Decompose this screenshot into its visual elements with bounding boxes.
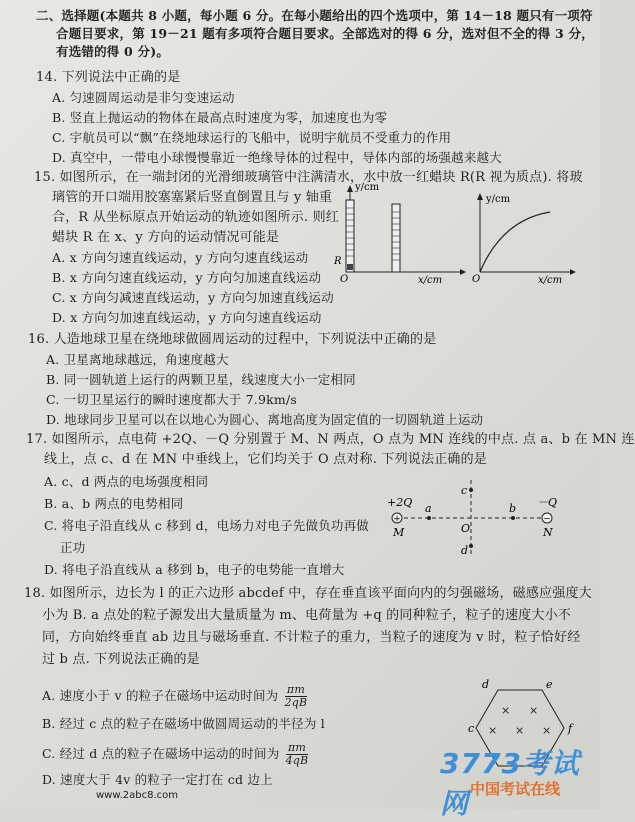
q15-stem-line2: 璃管的开口端用胶塞塞紧后竖直倒置且与 y 轴重 [52,190,333,205]
q14-option-d: D. 真空中，一带电小球慢慢靠近一绝缘导体的过程中，导体内部的场强越来越大 [52,150,502,165]
q15-tube-2 [392,204,400,272]
q16-option-c: C. 一切卫星运行的瞬时速度都大于 7.9km/s [46,392,297,407]
q18-option-c-fraction [286,742,309,767]
q17-stem-line2: 线上，点 c、d 在 MN 中垂线上，它们均关于 O 点对称. 下列说法正确的是 [44,452,488,467]
q15-stem-line3: 合，R 从坐标原点开始运动的轨迹如图所示. 则红 [52,210,339,225]
watermark-brand: 3773考试网 [440,747,580,820]
watermark-site: www.2abc8.com [96,790,179,801]
q18-option-d: D. 速度大于 4v 的粒子一定打在 cd 边上 [42,772,273,787]
svg-text:×: × [542,724,552,737]
section-header-line3: 有选错的得 0 分)。 [56,44,170,59]
q18-option-c-text: C. 经过 d 点的粒子在磁场中运动的时间为 [42,746,280,761]
q18-stem-line4: 过 b 点. 下列说法正确的是 [42,652,200,667]
svg-text:×: × [501,704,511,717]
q17-n-label: N [543,526,553,539]
q17-point-b-dot [511,516,515,520]
q18-option-c [42,742,308,767]
q18-c-label: c [468,722,475,735]
q15-tube-1 [346,200,354,272]
q17-point-c-dot [469,488,473,492]
q16-option-b: B. 同一圆轨道上运行的两颗卫星，线速度大小一定相同 [46,372,356,387]
section-header-line2: 合题目要求，第 19－21 题有多项符合题目要求。全部选对的得 6 分，选对但不全的得 3 分， [56,26,594,41]
q15-right-x-label: x/cm [538,275,563,286]
q15-trajectory-curve [480,212,550,272]
q18-d-label: d [482,678,490,691]
q15-right-x-arrow-icon [570,269,576,275]
q18-field-crosses [488,704,551,737]
q17-option-b: B. a、b 两点的电势相同 [44,496,184,511]
q17-plus-icon: + [393,514,401,525]
section-header-line1: 二、选择题(本题共 8 小题，每小题 6 分。在每小题给出的四个选项中，第 14－18 题只有一项符 [36,8,593,23]
q17-figure [385,474,570,564]
q18-option-c-denominator: 4qB [285,754,309,767]
q17-option-d: D. 将电子沿直线从 a 移到 b，电子的电势能一直增大 [44,562,345,577]
svg-text:×: × [488,724,498,737]
q17-m-label: M [393,526,405,539]
q17-a-label: a [425,502,432,515]
q15-right-y-arrow-icon [477,193,483,200]
q17-stem-line1: 17. 如图所示，点电荷 +2Q、－Q 分别置于 M、N 两点，O 点为 MN 连线的中点. 点 a、b 在 MN 连 [26,432,635,447]
q15-wax-block [347,264,353,270]
q17-o-label: O [461,522,471,535]
q15-stem-line1: 15. 如图所示，在一端封闭的光滑细玻璃管中注满清水，水中放一红蜡块 R(R 视为质点). 将玻 [34,170,583,185]
q15-left-y-label: y/cm [355,182,380,193]
q15-r-label: R [334,256,342,267]
q17-pos-label: +2Q [387,496,413,509]
q16-stem: 16. 人造地球卫星在绕地球做圆周运动的过程中，下列说法中正确的是 [28,332,437,347]
q17-point-a-dot [427,516,431,520]
q15-option-b: B. x 方向匀速直线运动，y 方向匀加速直线运动 [52,270,322,285]
q18-option-a-denominator: 2qB [284,696,308,709]
q18-option-a-text: A. 速度小于 v 的粒子在磁场中运动时间为 [42,688,279,703]
q18-option-a [42,684,307,709]
q17-option-c-line2: 正功 [60,540,86,555]
q17-point-d-dot [469,544,473,548]
svg-text:×: × [515,724,525,737]
q15-option-d: D. x 方向匀加速直线运动，y 方向匀速直线运动 [52,310,322,325]
q14-option-a: A. 匀速圆周运动是非匀变速运动 [52,90,235,105]
q17-minus-icon: − [543,514,551,525]
q17-d-label: d [461,544,469,557]
q15-figure [330,180,580,285]
q18-option-b: B. 经过 c 点的粒子在磁场中做圆周运动的半径为 l [42,716,325,731]
q18-option-a-numerator: πm [285,684,308,697]
q18-option-c-numerator: πm [286,742,309,755]
q17-c-label: c [461,484,468,497]
q14-stem: 14. 下列说法中正确的是 [36,70,181,85]
q15-left-x-label: x/cm [418,275,443,286]
q17-option-a: A. c、d 两点的电场强度相同 [44,474,209,489]
q15-left-x-arrow-icon [460,269,466,275]
q14-option-b: B. 竖直上抛运动的物体在最高点时速度为零，加速度也为零 [52,110,388,125]
q15-stem-line4: 蜡块 R 在 x、y 方向的运动情况可能是 [52,230,280,245]
q15-right-y-label: y/cm [486,194,511,205]
q16-option-a: A. 卫星离地球越远，角速度越大 [46,352,229,367]
q14-option-c: C. 宇航员可以“飘”在绕地球运行的飞船中，说明宇航员不受重力的作用 [52,130,452,145]
q15-right-origin: O [472,274,481,285]
q18-stem-line2: 小为 B. a 点处的粒子源发出大量质量为 m、电荷量为 +q 的同种粒子，粒子的速度大小不 [42,608,571,623]
q15-option-c: C. x 方向匀减速直线运动，y 方向匀加速直线运动 [52,290,334,305]
svg-text:×: × [529,704,539,717]
q18-stem-line1: 18. 如图所示，边长为 l 的正六边形 abcdef 中，存在垂直该平面向内的匀强磁场，磁感应强度大 [24,586,592,601]
q17-b-label: b [509,502,517,515]
q18-stem-line3: 同，方向始终垂直 ab 边且与磁场垂直. 不计粒子的重力，当粒子的速度为 v 时，粒子恰好经 [42,630,581,645]
q18-e-label: e [546,678,553,691]
q15-left-origin: O [340,274,349,285]
q16-option-d: D. 地球同步卫星可以在以地心为圆心、离地高度为固定值的一切圆轨道上运动 [46,412,484,427]
q18-f-label: f [568,722,573,735]
q17-option-c-line1: C. 将电子沿直线从 c 移到 d，电场力对电子先做负功再做 [44,518,369,533]
q15-left-y-arrow-icon [347,185,353,192]
q17-neg-label: －Q [537,496,558,509]
q15-option-a: A. x 方向匀速直线运动，y 方向匀速直线运动 [52,250,309,265]
watermark-sub: 中国考试在线 [470,780,561,798]
q18-option-a-fraction [285,684,308,709]
